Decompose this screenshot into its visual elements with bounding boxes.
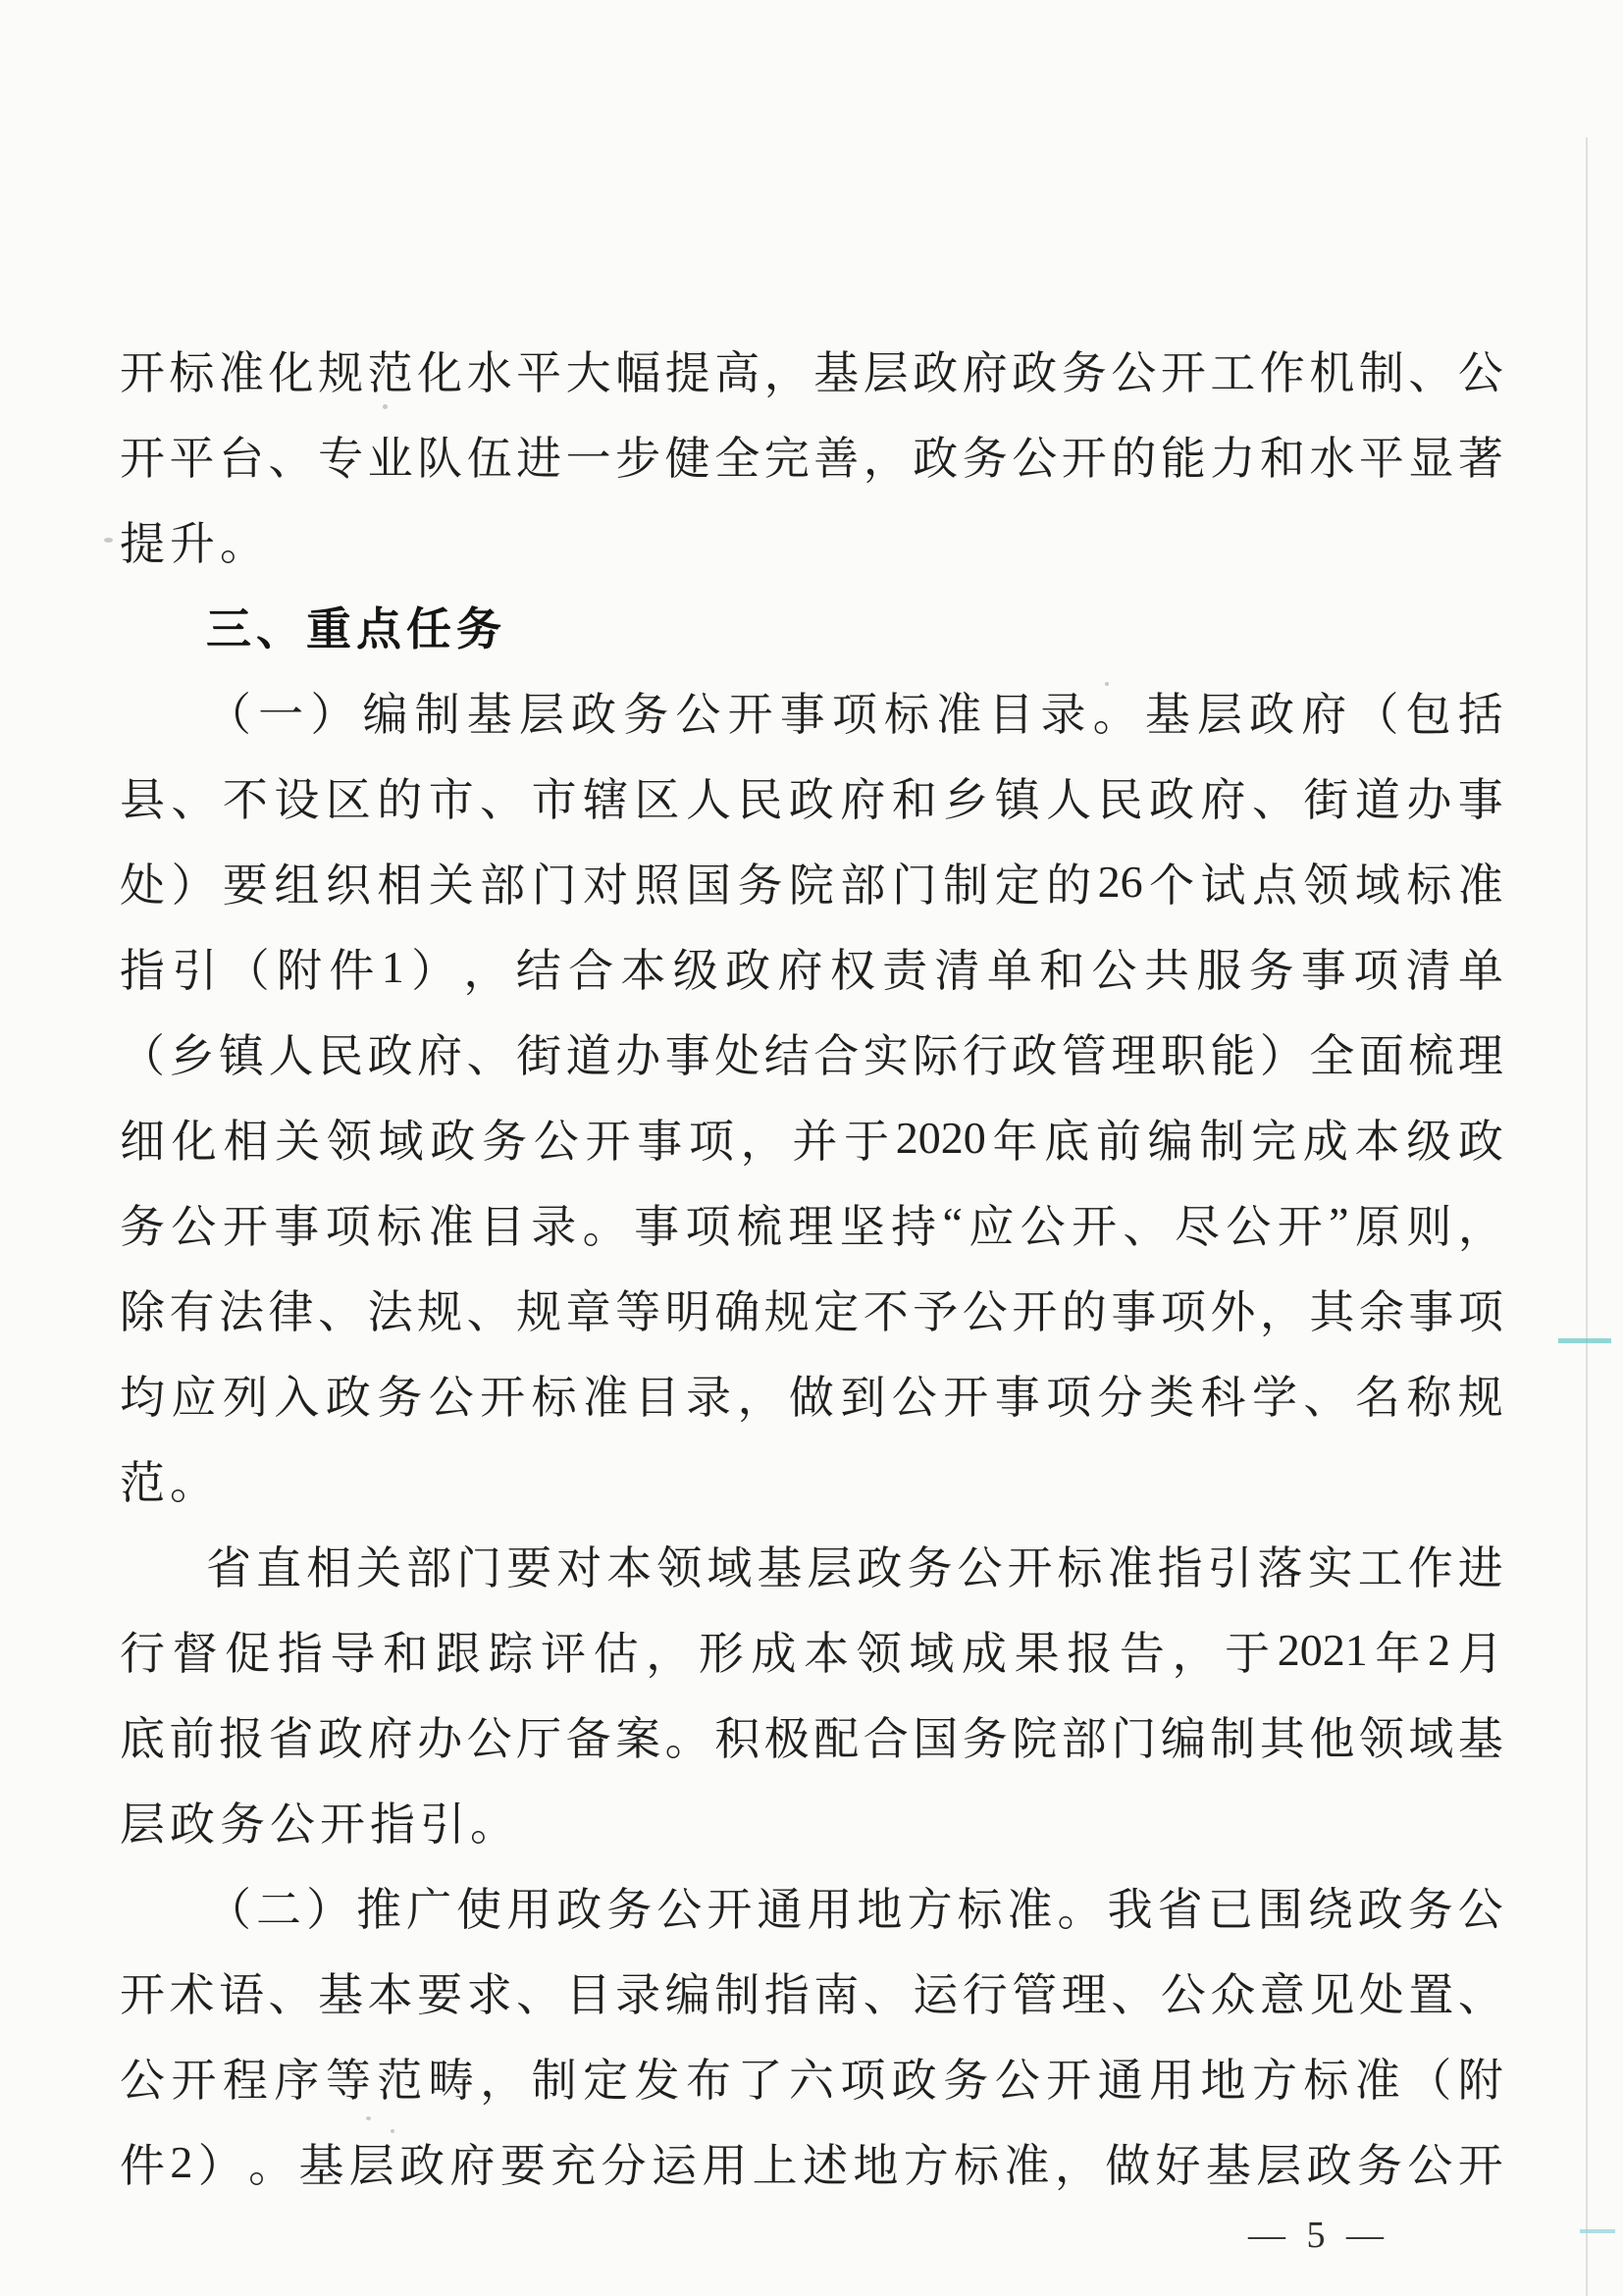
text-line: 范。 [120,1457,220,1508]
scan-artifact-teal-mark-mid [1558,1338,1611,1343]
text-line: 开 标 准 化 规 范 化 水 平 大 幅 提 高 ， 基 层 政 府 政 务 公 开 工 作 机 制 、 公 [120,347,1503,398]
scan-speck [391,2129,394,2133]
text-line: （ 乡 镇 人 民 政 府 、 街 道 办 事 处 结 合 实 际 行 政 管 理 职 能 ） 全 面 梳 理 [120,1030,1503,1081]
page-number: — 5 — [1248,2215,1389,2256]
scan-artifact-teal-mark-bottom [1580,2229,1615,2233]
text-line: 件 2 ） 。 基 层 政 府 要 充 分 运 用 上 述 地 方 标 准 ， 做 好 基 层 政 务 公 开 [120,2137,1503,2191]
text-line: 底 前 报 省 政 府 办 公 厅 备 案 。 积 极 配 合 国 务 院 部 门 编 制 其 他 领 域 基 [120,1713,1503,1764]
scan-speck [383,404,388,409]
text-line: 县 、 不 设 区 的 市 、 市 辖 区 人 民 政 府 和 乡 镇 人 民 政 府 、 街 道 办 事 [120,774,1503,825]
scan-artifact-vertical-line [1586,137,1588,2296]
scan-speck [104,538,113,543]
text-line: 除 有 法 律 、 法 规 、 规 章 等 明 确 规 定 不 予 公 开 的 事 项 外 ， 其 余 事 项 [120,1286,1503,1337]
text-line: 层政务公开指引。 [120,1799,520,1850]
text-line: 务 公 开 事 项 标 准 目 录 。 事 项 梳 理 坚 持 “ 应 公 开 、 尽 公 开 ” 原 则 ， [120,1198,1503,1252]
text-line: （ 二 ） 推 广 使 用 政 务 公 开 通 用 地 方 标 准 。 我 省 已 围 绕 政 务 公 [206,1884,1503,1935]
text-line: 提升。 [120,518,270,569]
text-line: 公 开 程 序 等 范 畴 ， 制 定 发 布 了 六 项 政 务 公 开 通 用 地 方 标 准 （ 附 [120,2055,1503,2106]
scan-speck [468,641,472,645]
document-body [120,327,1503,2205]
scan-speck [1105,682,1109,686]
text-line: 指 引 （ 附 件 1 ） ， 结 合 本 级 政 府 权 责 清 单 和 公 共 服 务 事 项 清 单 [120,942,1503,996]
text-line: 均 应 列 入 政 务 公 开 标 准 目 录 ， 做 到 公 开 事 项 分 类 科 学 、 名 称 规 [120,1372,1503,1423]
scan-speck [366,2116,371,2120]
text-line: 细 化 相 关 领 域 政 务 公 开 事 项 ， 并 于 2020 年 底 前 编 制 完 成 本 级 政 [120,1113,1503,1167]
text-line: （ 一 ） 编 制 基 层 政 务 公 开 事 项 标 准 目 录 。 基 层 政 府 （ 包 括 [206,689,1503,740]
text-line: 开 平 台 、 专 业 队 伍 进 一 步 健 全 完 善 ， 政 务 公 开 的 能 力 和 水 平 显 著 [120,433,1503,484]
text-line: 开 术 语 、 基 本 要 求 、 目 录 编 制 指 南 、 运 行 管 理 、 公 众 意 见 处 置 、 [120,1969,1503,2020]
text-line: 行 督 促 指 导 和 跟 踪 评 估 ， 形 成 本 领 域 成 果 报 告 ， 于 2021 年 2 月 [120,1625,1503,1679]
text-line: 省 直 相 关 部 门 要 对 本 领 域 基 层 政 务 公 开 标 准 指 引 落 实 工 作 进 [206,1542,1503,1593]
text-line: 处 ） 要 组 织 相 关 部 门 对 照 国 务 院 部 门 制 定 的 26 个 试 点 领 域 标 准 [120,857,1503,911]
text-line: 三、重点任务 [206,603,506,654]
